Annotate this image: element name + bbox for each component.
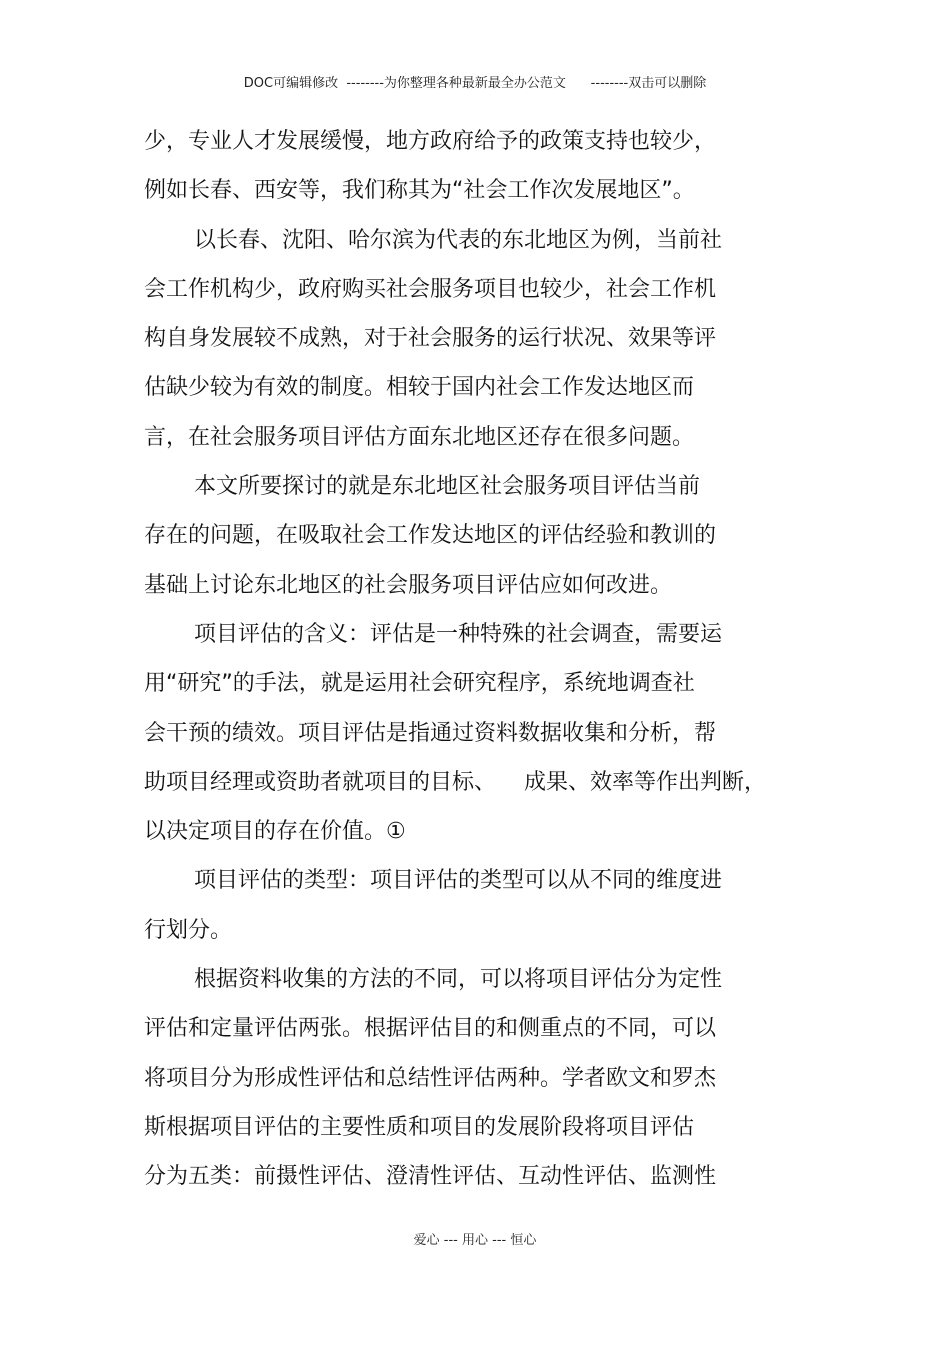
text-line: 基础上讨论东北地区的社会服务项目评估应如何改进。 xyxy=(144,572,673,598)
text-line: 以决定项目的存在价值。① xyxy=(144,819,406,845)
text-line: 存在的问题，在吸取社会工作发达地区的评估经验和教训的 xyxy=(144,523,717,549)
text-line: 将项目分为形成性评估和总结性评估两种。学者欧文和罗杰 xyxy=(144,1065,717,1091)
text-line: 行划分。 xyxy=(144,917,233,943)
text-line: 助项目经理或资助者就项目的目标、 成果、效率等作出判断， xyxy=(144,769,766,795)
text-line: 言，在社会服务项目评估方面东北地区还存在很多问题。 xyxy=(144,424,695,450)
text-line: 本文所要探讨的就是东北地区社会服务项目评估当前 xyxy=(194,474,701,500)
text-line: 估缺少较为有效的制度。相较于国内社会工作发达地区而 xyxy=(144,375,695,401)
text-line: 例如长春、西安等，我们称其为“社会工作次发展地区”。 xyxy=(144,178,695,204)
text-line: 以长春、沈阳、哈尔滨为代表的东北地区为例，当前社 xyxy=(194,227,723,253)
text-line: 少，专业人才发展缓慢，地方政府给予的政策支持也较少， xyxy=(144,129,717,154)
text-line: 斯根据项目评估的主要性质和项目的发展阶段将项目评估 xyxy=(144,1114,695,1140)
text-line: 会干预的绩效。项目评估是指通过资料数据收集和分析，帮 xyxy=(144,720,717,746)
text-line: 用“研究”的手法，就是运用社会研究程序，系统地调查社 xyxy=(144,671,695,697)
text-line: 分为五类：前摄性评估、澄清性评估、互动性评估、监测性 xyxy=(144,1164,717,1190)
text-line: 根据资料收集的方法的不同，可以将项目评估分为定性 xyxy=(194,967,723,993)
text-line: 会工作机构少，政府购买社会服务项目也较少，社会工作机 xyxy=(144,276,717,302)
text-line: 项目评估的含义：评估是一种特殊的社会调查，需要运 xyxy=(194,621,723,647)
page-header: DOC可编辑修改 --------为你整理各种最新最全办公范文 --------双击可以删除 xyxy=(243,76,707,91)
page-footer: 爱心 --- 用心 --- 恒心 xyxy=(413,1233,537,1248)
text-line: 构自身发展较不成熟，对于社会服务的运行状况、效果等评 xyxy=(144,326,717,352)
text-line: 评估和定量评估两张。根据评估目的和侧重点的不同，可以 xyxy=(144,1016,717,1042)
text-line: 项目评估的类型：项目评估的类型可以从不同的维度进 xyxy=(194,868,723,894)
document-body xyxy=(144,124,804,1209)
